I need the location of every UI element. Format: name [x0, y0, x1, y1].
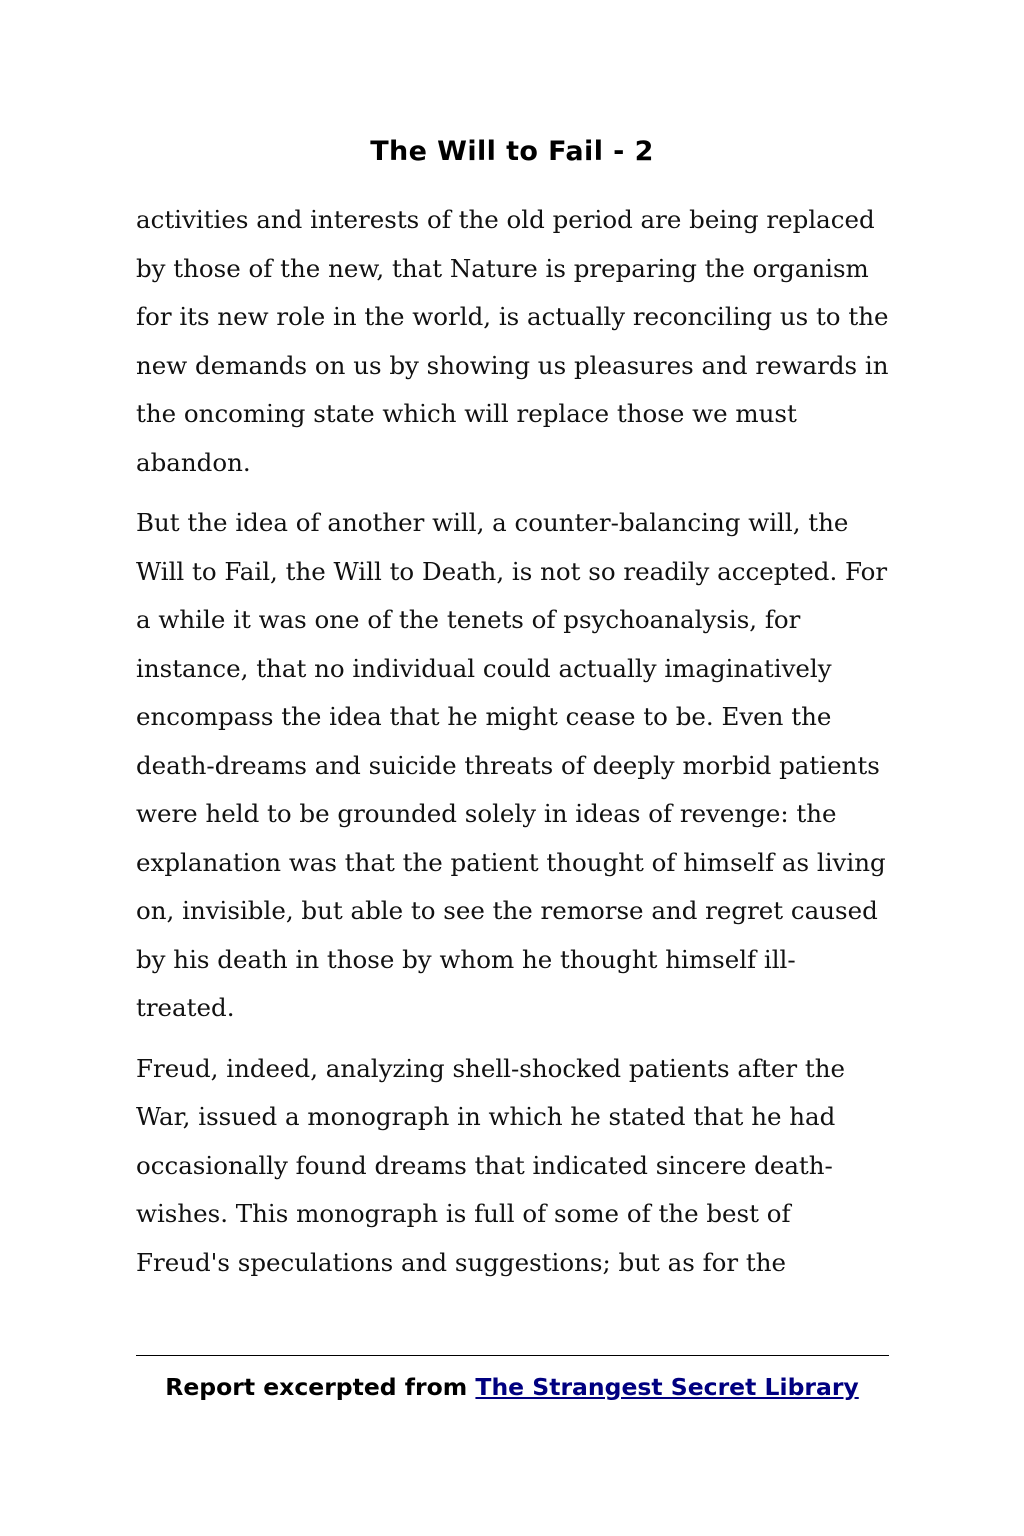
text-line: Will to Fail, the Will to Death, is not so readily accepted. For	[136, 556, 888, 586]
page-title: The Will to Fail - 2	[370, 136, 654, 167]
text-line: War, issued a monograph in which he stated that he had	[136, 1102, 836, 1131]
paragraph-3	[136, 1045, 896, 1288]
text-line: Freud, indeed, analyzing shell-shocked patients after the	[136, 1053, 846, 1083]
text-line: a while it was one of the tenets of psychoanalysis, for	[136, 605, 801, 634]
footer-divider	[136, 1355, 889, 1356]
library-link[interactable]: The Strangest Secret Library	[475, 1373, 859, 1401]
text-line: occasionally found dreams that indicated sincere death-	[136, 1150, 833, 1180]
text-line: wishes. This monograph is full of some of the best of	[136, 1199, 791, 1228]
text-line: explanation was that the patient thought of himself as living	[136, 847, 886, 877]
text-line: for its new role in the world, is actually reconciling us to the	[136, 302, 889, 331]
footer-prefix: Report excerpted from	[165, 1373, 476, 1401]
text-line: instance, that no individual could actually imaginatively	[136, 653, 832, 683]
text-line: on, invisible, but able to see the remorse and regret caused	[136, 896, 878, 925]
footer	[0, 1369, 1024, 1405]
text-line: treated.	[136, 993, 235, 1022]
text-line: the oncoming state which will replace those we must	[136, 399, 797, 428]
paragraph-2	[136, 499, 896, 1033]
text-line: death-dreams and suicide threats of deeply morbid patients	[136, 750, 880, 780]
text-line: But the idea of another will, a counter-balancing will, the	[136, 508, 849, 537]
text-line: encompass the idea that he might cease to be. Even the	[136, 702, 832, 731]
text-line: activities and interests of the old period are being replaced	[136, 205, 875, 234]
text-line: by his death in those by whom he thought himself ill-	[136, 944, 796, 974]
text-line: by those of the new, that Nature is preparing the organism	[136, 253, 869, 283]
paragraph-1	[136, 196, 896, 487]
text-line: abandon.	[136, 447, 251, 477]
body-text	[136, 196, 896, 1299]
text-line: were held to be grounded solely in ideas of revenge: the	[136, 799, 837, 828]
text-line: Freud's speculations and suggestions; but as for the	[136, 1247, 787, 1277]
text-line: new demands on us by showing us pleasures and rewards in	[136, 350, 889, 380]
